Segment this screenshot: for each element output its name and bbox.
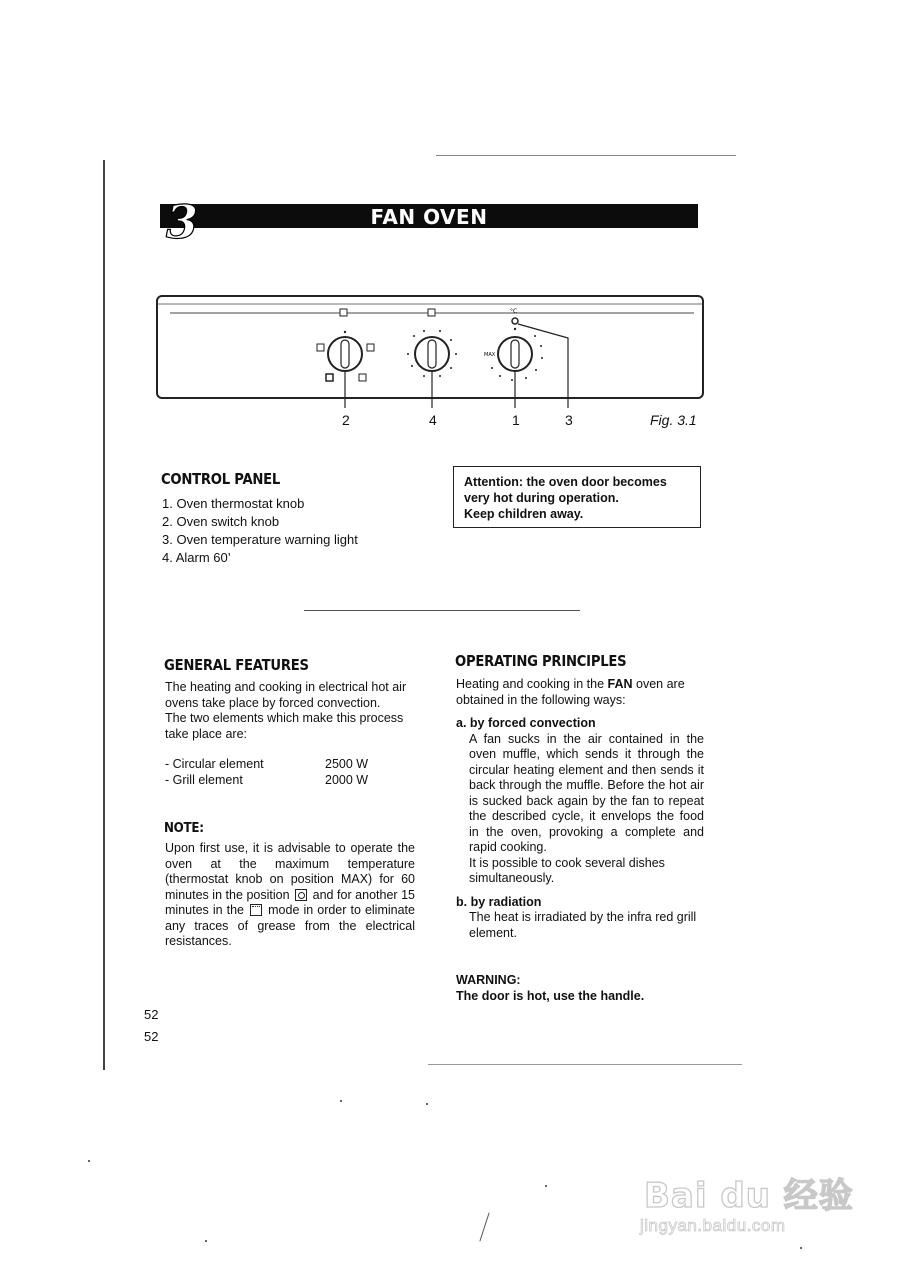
baidu-watermark-url: jingyan.baidu.com — [640, 1216, 786, 1235]
list-item: 2. Oven switch knob — [162, 514, 280, 529]
convection-text-2: It is possible to cook several dishes simultaneously. — [469, 855, 665, 885]
radiation-title: b. by radiation — [456, 894, 542, 909]
page-number: 52 — [144, 1007, 159, 1022]
thermostat-unit-label: °C — [510, 308, 518, 315]
control-panel-list — [162, 495, 358, 567]
scan-speck — [340, 1100, 342, 1102]
bottom-rule — [428, 1064, 742, 1065]
general-features-intro: The heating and cooking in electrical hot air ovens take place by forced convection. — [165, 680, 407, 710]
general-features-intro2: The two elements which make this process take place are: — [165, 711, 404, 741]
grill-mode-icon — [250, 904, 262, 916]
convection-text: A fan sucks in the air contained in the oven muffle, which sends it through the circular heating element and then sends it back through the muffle. Before the hot air is sucked back again by the fan to repeat the described cycle, it envelops the food in the oven, provoking a complete and rapid cooking. — [469, 731, 704, 854]
baidu-watermark: Bai du 经验 — [644, 1176, 854, 1216]
operating-principles-heading: OPERATING PRINCIPLES — [455, 652, 627, 670]
callout-4: 4 — [429, 412, 437, 428]
warning-text: The door is hot, use the handle. — [456, 988, 645, 1003]
operating-intro — [456, 677, 704, 708]
general-features-heading: GENERAL FEATURES — [164, 656, 309, 674]
element-name: - Circular element — [165, 757, 264, 771]
callout-3: 3 — [565, 412, 573, 428]
chapter-number: 3 — [166, 195, 199, 249]
fan-mode-icon — [295, 889, 307, 901]
list-item: 1. Oven thermostat knob — [162, 496, 305, 511]
operating-principles-body — [456, 677, 704, 1004]
callout-1: 1 — [512, 412, 520, 428]
left-margin-rule — [103, 160, 105, 1070]
radiation-text: The heat is irradiated by the infra red grill element. — [469, 910, 697, 940]
alarm-knob — [407, 330, 457, 377]
scan-speck — [88, 1160, 90, 1162]
note-text: mode in order to eliminate any traces of grease from the electrical resistances. — [165, 903, 415, 948]
element-row — [165, 757, 415, 773]
attention-line: Keep children away. — [464, 507, 584, 521]
attention-line: Attention: the oven door becomes — [464, 475, 667, 489]
list-item: 3. Oven temperature warning light — [162, 532, 358, 547]
note-heading: NOTE: — [164, 820, 204, 836]
page-number: 52 — [144, 1029, 159, 1044]
scan-speck — [545, 1185, 547, 1187]
element-power: 2000 W — [325, 772, 369, 787]
list-item: 4. Alarm 60’ — [162, 550, 231, 565]
intro-bold: FAN — [607, 677, 633, 691]
callout-2: 2 — [342, 412, 350, 428]
section-divider — [304, 610, 580, 611]
convection-title: a. by forced convection — [456, 716, 596, 730]
control-panel-figure — [150, 288, 710, 408]
thermostat-knob — [484, 318, 543, 381]
general-features-body — [165, 680, 415, 788]
scan-speck — [205, 1240, 207, 1242]
warning-heading: WARNING: — [456, 973, 521, 987]
intro-text: Heating and cooking in the — [456, 677, 605, 691]
top-rule — [436, 155, 736, 156]
element-row — [165, 773, 415, 789]
note-body — [165, 841, 415, 950]
chapter-banner — [160, 204, 698, 228]
chapter-title: FAN OVEN — [370, 205, 488, 229]
attention-box — [453, 466, 701, 528]
scan-speck — [426, 1103, 428, 1105]
intro-text: oven are obtained in the following ways: — [456, 677, 685, 707]
note-text: and for another 15 minutes in the — [165, 887, 415, 917]
attention-line: very hot during operation. — [464, 491, 619, 505]
scan-speck — [800, 1247, 802, 1249]
element-power: 2500 W — [325, 757, 369, 771]
element-name: - Grill element — [165, 772, 243, 787]
scan-mark — [479, 1213, 489, 1242]
thermostat-max-label: MAX — [484, 352, 496, 358]
note-text: Upon first use, it is advisable to operate the oven at the maximum temperature (thermostat knob on position MAX) for 60 minutes in the position — [165, 841, 415, 902]
figure-label: Fig. 3.1 — [650, 412, 697, 428]
control-panel-heading: CONTROL PANEL — [161, 470, 281, 488]
